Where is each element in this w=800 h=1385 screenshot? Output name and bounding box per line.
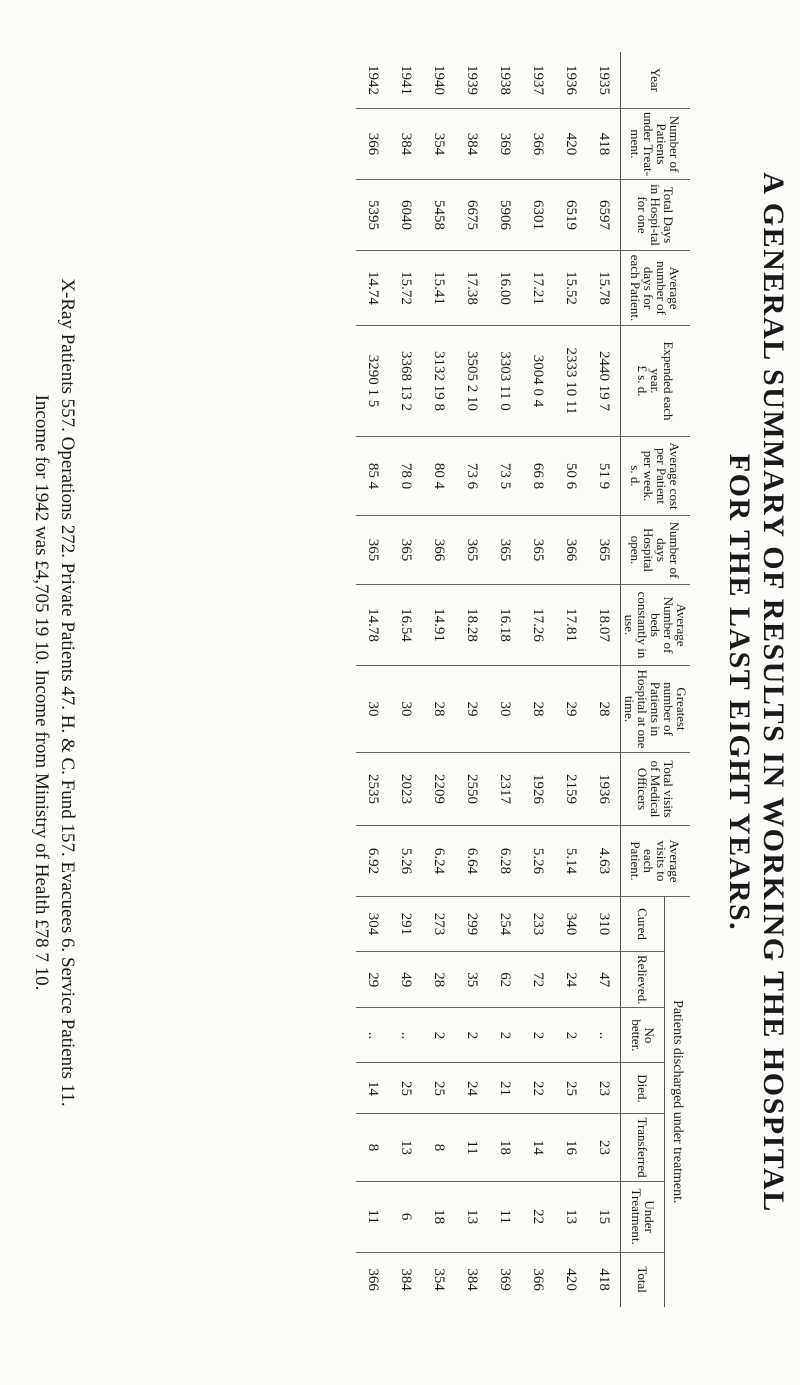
header-avg-days: Average number of days for each Patient. [621,251,691,326]
cell-open: 365 [521,516,554,585]
cell-visits: 1926 [521,753,554,826]
cell-avg: 15.72 [389,251,422,326]
cell-great: 29 [455,666,488,753]
cell-exp: 3004 0 4 [521,326,554,437]
header-patients: Number of Patients under Treat-ment. [621,109,691,180]
cell-beds: 14.78 [356,585,389,666]
cell-nobetter: .. [356,1008,389,1063]
cell-days: 6675 [455,180,488,251]
cell-days: 5395 [356,180,389,251]
cell-exp: 3505 2 10 [455,326,488,437]
cell-patients: 366 [356,109,389,180]
cell-nobetter: .. [389,1008,422,1063]
header-transferred: Transferred [621,1114,665,1181]
table-row [422,52,455,1307]
cell-total: 384 [389,1252,422,1307]
cell-under: 11 [488,1181,521,1252]
cell-avgv: 6.24 [422,826,455,897]
cell-avgv: 5.26 [389,826,422,897]
cell-visits: 1936 [587,753,621,826]
table-row [587,52,621,1307]
cell-avg: 15.78 [587,251,621,326]
cell-open: 365 [356,516,389,585]
cell-open: 366 [422,516,455,585]
header-expended-label: Expended each year. [648,341,676,421]
cell-open: 365 [389,516,422,585]
header-expended [621,326,691,437]
title-line-1: A GENERAL SUMMARY OF RESULTS IN WORKING THE HOSPITAL [757,172,790,1213]
cell-year: 1940 [431,65,447,95]
cell-died: 21 [488,1063,521,1114]
header-total: Total [621,1252,665,1307]
header-relieved: Relieved. [621,952,665,1008]
cell-year: 1938 [497,65,513,95]
cell-total: 366 [521,1252,554,1307]
cell-cured: 291 [389,897,422,952]
cell-total: 354 [422,1252,455,1307]
cell-days: 6301 [521,180,554,251]
cell-great: 28 [422,666,455,753]
cell-visits: 2550 [455,753,488,826]
cell-nobetter: 2 [521,1008,554,1063]
cell-transferred: 23 [587,1114,621,1181]
cell-cured: 273 [422,897,455,952]
cell-beds: 16.18 [488,585,521,666]
header-cured: Cured [621,897,665,952]
cell-exp: 3368 13 2 [389,326,422,437]
cell-beds: 14.91 [422,585,455,666]
cell-died: 25 [554,1063,587,1114]
cell-died: 14 [356,1063,389,1114]
cell-relieved: 24 [554,952,587,1008]
cell-under: 15 [587,1181,621,1252]
header-year: Year [621,52,691,109]
cell-nobetter: 2 [455,1008,488,1063]
header-died: Died. [621,1063,665,1114]
cell-relieved: 29 [356,952,389,1008]
cell-year: 1935 [596,65,612,95]
cell-avgv: 6.28 [488,826,521,897]
cell-exp: 3290 1 5 [356,326,389,437]
cell-died: 24 [455,1063,488,1114]
cell-cured: 233 [521,897,554,952]
header-avg-visits: Average visits to each Patient. [621,826,691,897]
cell-exp: 2333 10 11 [554,326,587,437]
cell-exp: 2440 19 7 [587,326,621,437]
cell-total: 418 [587,1252,621,1307]
cell-visits: 2209 [422,753,455,826]
header-visits: Total visits of Medical Officers [621,753,691,826]
cell-cost: 80 4 [422,437,455,516]
cell-avg: 15.52 [554,251,587,326]
header-avg-cost [621,437,691,516]
cell-under: 13 [554,1181,587,1252]
cell-open: 365 [455,516,488,585]
cell-total: 384 [455,1252,488,1307]
cell-died: 23 [587,1063,621,1114]
cell-open: 366 [554,516,587,585]
cell-patients: 354 [422,109,455,180]
cell-died: 22 [521,1063,554,1114]
header-total-days: Total Days in Hospi-tal for one [621,180,691,251]
title-line-2: FOR THE LAST EIGHT YEARS. [723,453,756,932]
cell-open: 365 [587,516,621,585]
footer [28,0,80,1385]
cell-beds: 18.07 [587,585,621,666]
cell-nobetter: 2 [554,1008,587,1063]
summary-table [356,52,690,1307]
cell-avg: 17.21 [521,251,554,326]
cell-avg: 15.41 [422,251,455,326]
cell-year: 1941 [398,65,414,95]
table-row [488,52,521,1307]
cell-cost: 50 6 [554,437,587,516]
cell-relieved: 49 [389,952,422,1008]
cell-avgv: 4.63 [587,826,621,897]
cell-beds: 17.26 [521,585,554,666]
cell-total: 369 [488,1252,521,1307]
cell-cost: 85 4 [356,437,389,516]
header-avg-cost-units: s. d. [628,465,644,487]
cell-died: 25 [422,1063,455,1114]
cell-under: 6 [389,1181,422,1252]
cell-avgv: 5.14 [554,826,587,897]
cell-transferred: 13 [389,1114,422,1181]
cell-nobetter: 2 [422,1008,455,1063]
cell-cured: 340 [554,897,587,952]
cell-total: 366 [356,1252,389,1307]
cell-patients: 384 [389,109,422,180]
cell-transferred: 8 [356,1114,389,1181]
header-avg-beds: Average Number of beds constantly in use. [621,585,691,666]
cell-cost: 66 8 [521,437,554,516]
cell-beds: 18.28 [455,585,488,666]
table-row [521,52,554,1307]
cell-transferred: 18 [488,1114,521,1181]
cell-great: 29 [554,666,587,753]
cell-days: 6519 [554,180,587,251]
page-title [722,0,790,1385]
cell-died: 25 [389,1063,422,1114]
cell-avg: 14.74 [356,251,389,326]
cell-patients: 384 [455,109,488,180]
cell-patients: 366 [521,109,554,180]
cell-nobetter: .. [587,1008,621,1063]
cell-great: 30 [389,666,422,753]
cell-cost: 78 0 [389,437,422,516]
table-body [356,52,621,1307]
header-no-better: No better. [621,1008,665,1063]
cell-year: 1936 [563,65,579,95]
cell-days: 6597 [587,180,621,251]
cell-under: 11 [356,1181,389,1252]
cell-total: 420 [554,1252,587,1307]
cell-nobetter: 2 [488,1008,521,1063]
cell-great: 30 [356,666,389,753]
cell-under: 18 [422,1181,455,1252]
header-greatest: Greatest number of Patients in Hospital at one time. [621,666,691,753]
cell-avgv: 5.26 [521,826,554,897]
cell-avgv: 6.92 [356,826,389,897]
cell-avg: 17.38 [455,251,488,326]
cell-beds: 16.54 [389,585,422,666]
header-avg-cost-label: Average cost per Patient per week. [641,442,683,510]
cell-patients: 420 [554,109,587,180]
cell-cured: 304 [356,897,389,952]
cell-visits: 2159 [554,753,587,826]
cell-year: 1942 [365,65,381,95]
cell-transferred: 16 [554,1114,587,1181]
footer-line-1: X-Ray Patients 557. Operations 272. Private Patients 47. H. & C. Fund 157. Evacuees 6. Service Patients 11. [57,278,78,1107]
cell-cost: 73 5 [488,437,521,516]
cell-visits: 2317 [488,753,521,826]
table-row [356,52,389,1307]
cell-great: 28 [521,666,554,753]
cell-cost: 51 9 [587,437,621,516]
cell-cured: 310 [587,897,621,952]
cell-visits: 2023 [389,753,422,826]
header-discharged-group: Patients discharged under treatment. [665,897,690,1307]
cell-great: 28 [587,666,621,753]
table-row [554,52,587,1307]
table-row [455,52,488,1307]
cell-transferred: 11 [455,1114,488,1181]
cell-cured: 254 [488,897,521,952]
cell-relieved: 72 [521,952,554,1008]
header-under-treatment: Under Treatment. [621,1181,665,1252]
cell-avgv: 6.64 [455,826,488,897]
cell-visits: 2535 [356,753,389,826]
header-expended-units: £ s. d. [635,365,650,397]
footer-line-2: Income for 1942 was £4,705 19 10. Income from Ministry of Health £78 7 10. [31,394,52,991]
cell-avg: 16.00 [488,251,521,326]
cell-exp: 3132 19 8 [422,326,455,437]
header-days-open: Number of days Hospital open. [621,516,691,585]
table-row [389,52,422,1307]
cell-cost: 73 6 [455,437,488,516]
cell-days: 6040 [389,180,422,251]
cell-under: 13 [455,1181,488,1252]
cell-transferred: 8 [422,1114,455,1181]
cell-transferred: 14 [521,1114,554,1181]
cell-relieved: 35 [455,952,488,1008]
cell-cured: 299 [455,897,488,952]
cell-relieved: 62 [488,952,521,1008]
cell-days: 5458 [422,180,455,251]
cell-beds: 17.81 [554,585,587,666]
cell-year: 1939 [464,65,480,95]
cell-open: 365 [488,516,521,585]
cell-year: 1937 [530,65,546,95]
cell-days: 5906 [488,180,521,251]
cell-relieved: 47 [587,952,621,1008]
cell-under: 22 [521,1181,554,1252]
cell-patients: 369 [488,109,521,180]
cell-exp: 3303 11 0 [488,326,521,437]
cell-relieved: 28 [422,952,455,1008]
cell-great: 30 [488,666,521,753]
cell-patients: 418 [587,109,621,180]
